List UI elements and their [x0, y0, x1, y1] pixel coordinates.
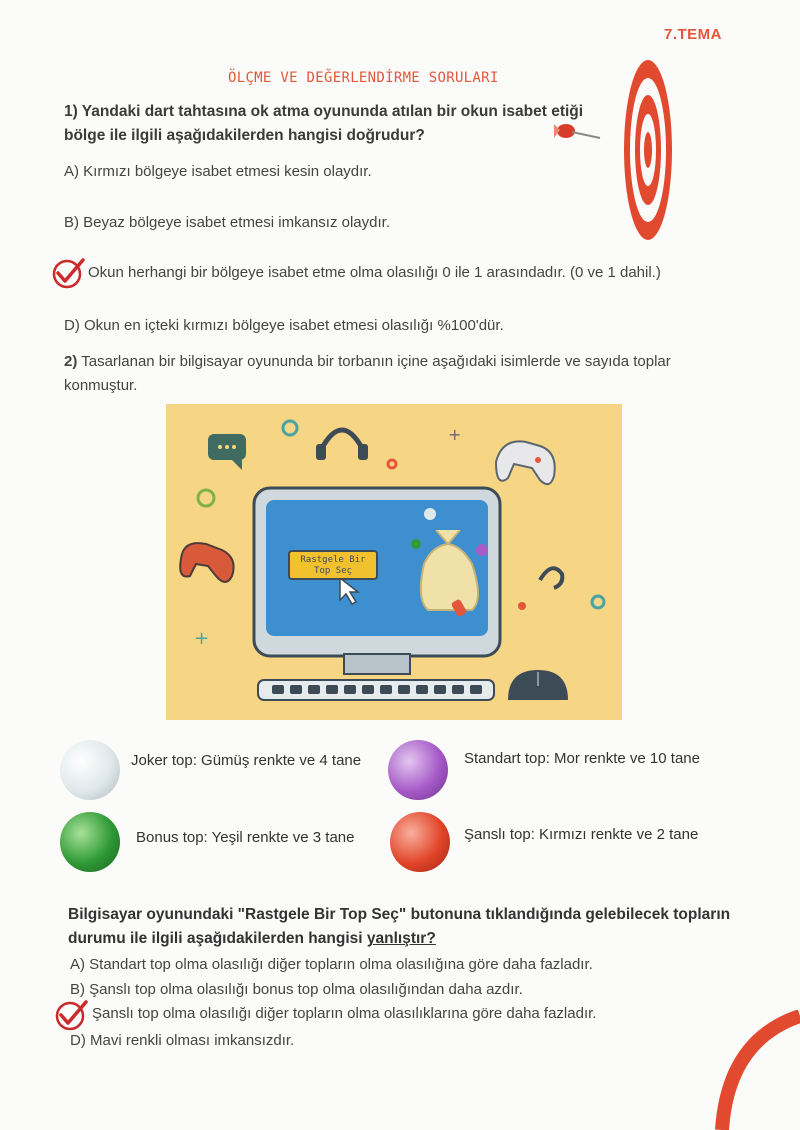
- ball-standart-label: Standart top: Mor renkte ve 10 tane: [464, 750, 700, 767]
- question-1-text: 1) Yandaki dart tahtasına ok atma oyununda atılan bir okun isabet etiği bölge ile ilgili aşağıdakilerden hangisi doğrudur?: [64, 103, 584, 144]
- plus-icon-blue: +: [194, 628, 210, 649]
- q3-option-b[interactable]: B) Şanslı top olma olasılığı bonus top olma olasılığından daha azdır.: [70, 981, 523, 998]
- q3-option-c[interactable]: Şanslı top olma olasılığı diğer topların olma olasılıklarına göre daha fazladır.: [92, 1005, 597, 1022]
- ball-sansli-icon: [390, 812, 450, 872]
- q1-option-b[interactable]: B) Beyaz bölgeye isabet etmesi imkansız olaydır.: [64, 214, 390, 231]
- plus-icon: +: [448, 425, 462, 444]
- question-3-text: Bilgisayar oyunundaki "Rastgele Bir Top Seç" butonuna tıklandığında gelebilecek topların durumu ile ilgili aşağıdakilerden hangisi yanlıştır?: [68, 906, 731, 947]
- ball-joker-icon: [60, 740, 120, 800]
- q1-option-c[interactable]: Okun herhangi bir bölgeye isabet etme olma olasılığı 0 ile 1 arasındadır. (0 ve 1 dahil.): [88, 264, 661, 281]
- dartboard-illustration: [552, 58, 672, 243]
- ball-bonus-label: Bonus top: Yeşil renkte ve 3 tane: [136, 829, 355, 846]
- q3-option-d[interactable]: D) Mavi renkli olması imkansızdır.: [70, 1032, 295, 1049]
- ball-bonus-icon: [60, 812, 120, 872]
- q3-option-a[interactable]: A) Standart top olma olasılığı diğer topların olma olasılığına göre daha fazladır.: [70, 956, 593, 973]
- computer-game-illustration: [166, 404, 622, 720]
- ball-sansli-label: Şanslı top: Kırmızı renkte ve 2 tane: [464, 826, 699, 843]
- ball-standart-icon: [388, 740, 448, 800]
- q1-checkmark-icon: [52, 256, 86, 290]
- tema-label: 7.TEMA: [664, 26, 723, 43]
- q1-option-a[interactable]: A) Kırmızı bölgeye isabet etmesi kesin olaydır.: [64, 163, 372, 180]
- dot-icon: [518, 602, 526, 610]
- corner-arc-decoration: [700, 1010, 800, 1130]
- q1-option-d[interactable]: D) Okun en içteki kırmızı bölgeye isabet etmesi olasılığı %100'dür.: [64, 317, 504, 334]
- section-title: ÖLÇME VE DEĞERLENDİRME SORULARI: [228, 70, 499, 86]
- ball-joker-label: Joker top: Gümüş renkte ve 4 tane: [131, 752, 362, 769]
- random-ball-button[interactable]: Rastgele Bir Top Seç: [288, 550, 378, 580]
- question-2-text: 2) Tasarlanan bir bilgisayar oyununda bir torbanın içine aşağıdaki isimlerde ve sayıda toplar konmuştur.: [64, 353, 671, 394]
- q3-checkmark-icon: [55, 998, 89, 1032]
